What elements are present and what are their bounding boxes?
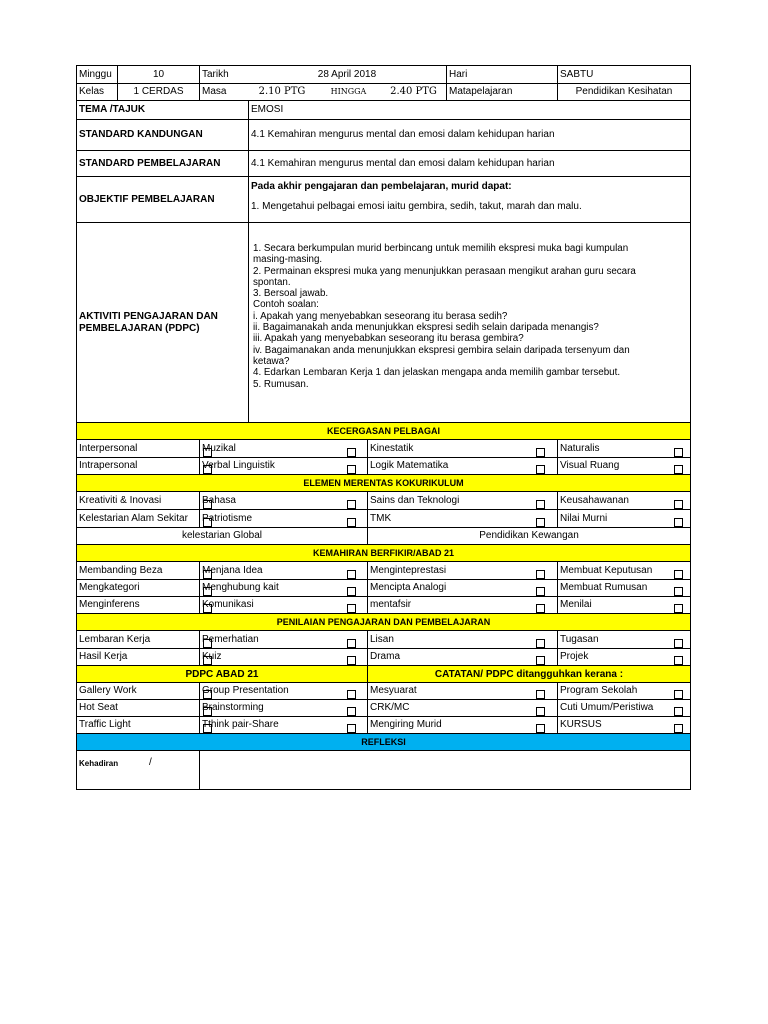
kecergasan-label: Verbal Linguistik	[202, 460, 275, 472]
kehadiran-cell	[77, 751, 199, 789]
objektif-item: 1. Mengetahui pelbagai emosi iaitu gembira, sedih, takut, marah dan malu.	[251, 200, 582, 212]
kecergasan-label: Kinestatik	[370, 442, 414, 454]
kbat-label: Mencipta Analogi	[370, 582, 447, 594]
penilaian-checkbox[interactable]	[347, 656, 356, 665]
kbat-checkbox[interactable]	[536, 570, 545, 579]
kbat-label: Menginferens	[79, 599, 140, 611]
emk-checkbox[interactable]	[536, 500, 545, 509]
penilaian-row-2	[77, 649, 690, 666]
lesson-plan-sheet	[76, 65, 691, 790]
pdpc-cell	[557, 700, 690, 716]
kbat-cell	[77, 562, 199, 579]
emk-checkbox[interactable]	[674, 518, 683, 527]
emk-cell	[367, 492, 557, 509]
penilaian-label: Projek	[560, 651, 589, 663]
pdpc-cell	[77, 700, 199, 716]
pdpc-checkbox[interactable]	[674, 690, 683, 699]
kecergasan-cell	[557, 440, 690, 457]
pdpc-cell	[199, 700, 367, 716]
kbat-label: Menghubung kait	[202, 582, 279, 594]
penilaian-cell	[199, 649, 367, 665]
penilaian-checkbox[interactable]	[674, 639, 683, 648]
tema-value: EMOSI	[248, 101, 690, 119]
penilaian-label: Lisan	[370, 633, 394, 645]
refleksi-title: REFLEKSI	[77, 734, 690, 750]
masa-hingga: HINGGA	[330, 87, 367, 97]
kecergasan-row-2	[77, 458, 690, 475]
pdpc-cell	[367, 700, 557, 716]
penilaian-label: Lembaran Kerja	[79, 633, 151, 645]
kbat-cell	[199, 597, 367, 613]
penilaian-checkbox[interactable]	[674, 656, 683, 665]
sp-label: STANDARD PEMBELAJARAN	[79, 157, 221, 169]
tema-label: TEMA /TAJUK	[79, 104, 146, 116]
kecergasan-label: Logik Matematika	[370, 460, 449, 472]
pdpc-checkbox[interactable]	[536, 707, 545, 716]
kbat-row-1	[77, 562, 690, 580]
kbat-cell	[367, 562, 557, 579]
kecergasan-cell	[77, 440, 199, 457]
penilaian-checkbox[interactable]	[536, 639, 545, 648]
penilaian-cell	[557, 649, 690, 665]
kbat-label: mentafsir	[370, 599, 412, 611]
pdpc-cell	[367, 683, 557, 699]
kecergasan-cell	[367, 458, 557, 474]
kbat-label: Membuat Keputusan	[560, 564, 653, 576]
kecergasan-title: KECERGASAN PELBAGAI	[77, 423, 690, 439]
pdpc-row-1	[77, 683, 690, 700]
pdpc-cell	[77, 717, 199, 733]
masa-start: 2.10 PTG	[258, 86, 306, 98]
kbat-label: Menjana Idea	[202, 564, 263, 576]
emk-kewangan-label: Pendidikan Kewangan	[367, 528, 690, 544]
emk-label: TMK	[370, 512, 392, 524]
penilaian-band-row	[77, 614, 690, 631]
pdpc-label: Mesyuarat	[370, 685, 417, 697]
pdpc-checkbox[interactable]	[674, 707, 683, 716]
masa-label: Masa	[199, 84, 248, 100]
pdpc-label: Brainstorming	[202, 702, 264, 714]
refleksi-row	[77, 751, 690, 789]
penilaian-checkbox[interactable]	[536, 656, 545, 665]
emk-row-3	[77, 528, 690, 545]
emk-checkbox[interactable]	[347, 500, 356, 509]
kecergasan-label: Visual Ruang	[560, 460, 620, 472]
kecergasan-band-row	[77, 423, 690, 440]
pdpc-label: Traffic Light	[79, 719, 131, 731]
kecergasan-cell	[557, 458, 690, 474]
kbat-cell	[77, 580, 199, 596]
pdpc-label: Gallery Work	[79, 685, 137, 697]
emk-cell	[557, 492, 690, 509]
objektif-content	[248, 177, 690, 222]
emk-label: Sains dan Teknologi	[370, 494, 460, 506]
penilaian-label: Tugasan	[560, 633, 599, 645]
objektif-intro: Pada akhir pengajaran dan pembelajaran, murid dapat:	[251, 181, 512, 192]
sk-label: STANDARD KANDUNGAN	[79, 129, 203, 141]
emk-row-1	[77, 492, 690, 510]
pdpc-checkbox[interactable]	[536, 724, 545, 733]
penilaian-label: Drama	[370, 651, 401, 663]
pdpc-label: KURSUS	[560, 719, 602, 731]
kbat-cell	[367, 580, 557, 596]
emk-label: Kreativiti & Inovasi	[79, 494, 162, 506]
objektif-row	[77, 177, 690, 223]
kecergasan-label: Intrapersonal	[79, 460, 138, 472]
emk-label: Patriotisme	[202, 512, 253, 524]
aktiviti-label: AKTIVITI PENGAJARAN DAN PEMBELAJARAN (PDPC)	[79, 311, 218, 334]
header-row-2	[77, 84, 690, 101]
kecergasan-label: Interpersonal	[79, 442, 138, 454]
pdpc-checkbox[interactable]	[347, 724, 356, 733]
kbat-title: KEMAHIRAN BERFIKIR/ABAD 21	[77, 545, 690, 561]
sk-row	[77, 120, 690, 151]
kbat-label: Menginteprestasi	[370, 564, 447, 576]
aktiviti-box	[248, 223, 690, 422]
kbat-cell	[77, 597, 199, 613]
objektif-label: OBJEKTIF PEMBELAJARAN	[79, 193, 215, 205]
pdpc-band-row	[77, 666, 690, 683]
kecergasan-checkbox[interactable]	[347, 448, 356, 457]
pdpc-cell	[199, 717, 367, 733]
kecergasan-cell	[199, 458, 367, 474]
kbat-checkbox[interactable]	[674, 570, 683, 579]
penilaian-row-1	[77, 631, 690, 649]
kecergasan-checkbox[interactable]	[347, 465, 356, 474]
kbat-checkbox[interactable]	[347, 587, 356, 596]
kbat-checkbox[interactable]	[674, 587, 683, 596]
pdpc-cell	[557, 683, 690, 699]
minggu-label: Minggu	[79, 68, 112, 80]
emk-cell	[199, 510, 367, 527]
emk-cell	[557, 510, 690, 527]
kecergasan-label: Muzikal	[202, 442, 236, 454]
pdpc-label: Hot Seat	[79, 702, 118, 714]
kbat-checkbox[interactable]	[347, 604, 356, 613]
aktiviti-row	[77, 223, 690, 423]
kbat-label: Mengkategori	[79, 582, 140, 594]
hari-value: SABTU	[557, 66, 690, 83]
pdpc-cell	[557, 717, 690, 733]
pdpc-cell	[77, 683, 199, 699]
emk-row-2	[77, 510, 690, 528]
pdpc-label: Mengiring Murid	[370, 719, 442, 731]
pdpc-checkbox[interactable]	[347, 690, 356, 699]
emk-label: Bahasa	[202, 494, 236, 506]
kecergasan-cell	[77, 458, 199, 474]
pdpc-cell	[367, 717, 557, 733]
kelas-label: Kelas	[79, 86, 105, 98]
pdpc-checkbox[interactable]	[347, 707, 356, 716]
kbat-cell	[199, 562, 367, 579]
hari-label: Hari	[446, 66, 557, 83]
emk-cell	[77, 492, 199, 509]
aktiviti-text: 1. Secara berkumpulan murid berbincang untuk memilih ekspresi muka bagi kumpulan masing-masing. 2. Permainan ekspresi muka yang menunjukkan perasaan mengikut arahan guru secara spontan. 3. Bersoal jawab. Contoh soalan: i. Apakah yang menyebabkan seseorang itu berasa sedih? ii. Bagaimanakah anda menunjukkan ekspresi sedih selain daripada menangis? iii. Apakah yang menyebabkan seseorang itu berasa gembira? iv. Bagaimanakan anda menunjukkan ekspresi gembira selain daripada tersenyum dan ketawa? 4. Edarkan Lembaran Kerja 1 dan jelaskan mengapa anda memilih gambar tersebut. 5. Rumusan.	[253, 243, 636, 390]
refleksi-band-row	[77, 734, 690, 751]
penilaian-label: Kuiz	[202, 651, 222, 663]
refleksi-input-area[interactable]	[199, 751, 690, 789]
pdpc-title: PDPC ABAD 21	[77, 666, 367, 682]
sk-value: 4.1 Kemahiran mengurus mental dan emosi dalam kehidupan harian	[248, 120, 690, 150]
penilaian-cell	[367, 649, 557, 665]
header-row-1	[77, 66, 690, 84]
kbat-checkbox[interactable]	[347, 570, 356, 579]
tarikh-label: Tarikh	[199, 66, 248, 83]
kbat-checkbox[interactable]	[536, 604, 545, 613]
kbat-checkbox[interactable]	[536, 587, 545, 596]
pdpc-label: Program Sekolah	[560, 685, 638, 697]
kbat-cell	[199, 580, 367, 596]
kelas-value: 1 CERDAS	[117, 84, 199, 100]
kehadiran-separator: /	[149, 757, 152, 768]
tarikh-value: 28 April 2018	[317, 68, 377, 80]
kbat-label: Menilai	[560, 599, 592, 611]
kbat-band-row	[77, 545, 690, 562]
penilaian-cell	[557, 631, 690, 648]
pdpc-checkbox[interactable]	[674, 724, 683, 733]
sp-value: 4.1 Kemahiran mengurus mental dan emosi dalam kehidupan harian	[248, 151, 690, 176]
kbat-cell	[557, 562, 690, 579]
pdpc-label: Tthink pair-Share	[202, 719, 279, 731]
kecergasan-checkbox[interactable]	[674, 465, 683, 474]
penilaian-cell	[367, 631, 557, 648]
pdpc-row-2	[77, 700, 690, 717]
kbat-label: Komunikasi	[202, 599, 254, 611]
penilaian-cell	[77, 649, 199, 665]
kecergasan-cell	[199, 440, 367, 457]
penilaian-checkbox[interactable]	[347, 639, 356, 648]
emk-global-label: kelestarian Global	[181, 530, 263, 542]
kbat-checkbox[interactable]	[674, 604, 683, 613]
kecergasan-checkbox[interactable]	[674, 448, 683, 457]
kecergasan-cell	[367, 440, 557, 457]
pdpc-label: CRK/MC	[370, 702, 410, 714]
kecergasan-label: Naturalis	[560, 442, 600, 454]
pdpc-row-3	[77, 717, 690, 734]
penilaian-label: Hasil Kerja	[79, 651, 128, 663]
kbat-label: Membanding Beza	[79, 564, 163, 576]
emk-checkbox[interactable]	[674, 500, 683, 509]
emk-label: Keusahawanan	[560, 494, 629, 506]
emk-checkbox[interactable]	[347, 518, 356, 527]
minggu-value: 10	[117, 66, 199, 83]
emk-cell	[199, 492, 367, 509]
kbat-row-3	[77, 597, 690, 614]
mapel-value: Pendidikan Kesihatan	[557, 84, 690, 100]
tema-row	[77, 101, 690, 120]
masa-end: 2.40 PTG	[390, 86, 437, 98]
emk-label: Kelestarian Alam Sekitar	[79, 512, 188, 524]
kbat-cell	[557, 597, 690, 613]
kbat-cell	[367, 597, 557, 613]
emk-label: Nilai Murni	[560, 512, 608, 524]
penilaian-cell	[77, 631, 199, 648]
kbat-label: Membuat Rumusan	[560, 582, 648, 594]
mapel-label: Matapelajaran	[446, 84, 557, 100]
kehadiran-label: Kehadiran	[79, 759, 119, 768]
penilaian-label: Pemerhatian	[202, 633, 259, 645]
kbat-row-2	[77, 580, 690, 597]
kecergasan-checkbox[interactable]	[536, 465, 545, 474]
emk-cell	[367, 510, 557, 527]
pdpc-label: Group Presentation	[202, 685, 289, 697]
kbat-cell	[557, 580, 690, 596]
penilaian-cell	[199, 631, 367, 648]
catatan-title: CATATAN/ PDPC ditangguhkan kerana :	[367, 666, 690, 682]
pdpc-label: Cuti Umum/Peristiwa	[560, 702, 654, 714]
pdpc-cell	[199, 683, 367, 699]
emk-band-row	[77, 475, 690, 492]
penilaian-title: PENILAIAN PENGAJARAN DAN PEMBELAJARAN	[77, 614, 690, 630]
kecergasan-row-1	[77, 440, 690, 458]
sp-row	[77, 151, 690, 177]
pdpc-checkbox[interactable]	[536, 690, 545, 699]
emk-checkbox[interactable]	[536, 518, 545, 527]
emk-title: ELEMEN MERENTAS KOKURIKULUM	[77, 475, 690, 491]
emk-cell	[77, 510, 199, 527]
kecergasan-checkbox[interactable]	[536, 448, 545, 457]
